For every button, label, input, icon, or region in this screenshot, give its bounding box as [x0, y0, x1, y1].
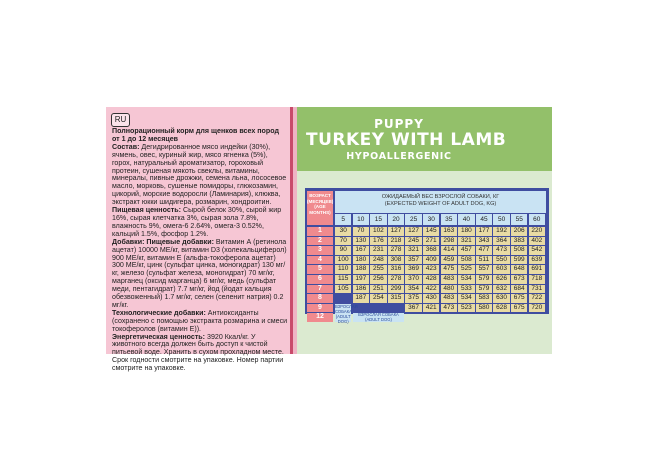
composition-paragraph [112, 144, 288, 207]
table-cell: 316 [388, 265, 404, 274]
table-cell: 220 [529, 227, 545, 236]
table-cell: 534 [458, 275, 474, 284]
energy-body: 3920 Ккал/кг. У животного всегда должен быть доступ к чистой питьевой воде. Хранить в сухом прохладном месте. Срок годности смотрите на упаковке. Номер партии смотрите на упаковке. [112, 332, 284, 373]
table-cell: 255 [370, 265, 386, 274]
weight-header [335, 191, 546, 213]
table-cell: 720 [529, 304, 545, 313]
table-cell: 186 [353, 285, 369, 294]
age-cell-2: 2 [307, 237, 333, 246]
table-cell: 414 [441, 246, 457, 255]
weight-col-60: 60 [529, 214, 545, 225]
table-cell: 483 [441, 275, 457, 284]
age-cell-8: 8 [307, 294, 333, 303]
energy-paragraph [112, 334, 288, 374]
table-cell: 176 [370, 237, 386, 246]
table-cell: 375 [405, 294, 421, 303]
table-cell: 550 [493, 256, 509, 265]
adult-dog-medium-note: ВЗРОСЛАЯ СОБАКА (ADULT DOG) [353, 313, 405, 322]
age-cell-6: 6 [307, 275, 333, 284]
adult-dog-small-note: ВЗРОСЛАЯ СОБАКА (ADULT DOG) [335, 303, 358, 324]
additives-heading: Добавки: Пищевые добавки: [112, 237, 214, 246]
table-cell: 428 [423, 275, 439, 284]
table-cell: 525 [458, 265, 474, 274]
weight-col-55: 55 [511, 214, 527, 225]
table-cell: 315 [388, 294, 404, 303]
table-cell: 188 [353, 265, 369, 274]
title-hypoallergenic: HYPOALLERGENIC [346, 151, 452, 162]
age-cell-1: 1 [307, 227, 333, 236]
tech-additives-heading: Технологические добавки: [112, 308, 206, 317]
table-cell: 423 [423, 265, 439, 274]
table-cell: 421 [423, 304, 439, 313]
weight-col-40: 40 [458, 214, 474, 225]
feeding-table [305, 188, 549, 324]
weight-col-30: 30 [423, 214, 439, 225]
table-cell: 115 [335, 275, 351, 284]
table-cell: 409 [423, 256, 439, 265]
composition-heading: Состав: [112, 142, 140, 151]
table-cell: 299 [388, 285, 404, 294]
table-cell: 639 [529, 256, 545, 265]
weight-col-50: 50 [493, 214, 509, 225]
table-cell: 206 [511, 227, 527, 236]
table-cell: 180 [458, 227, 474, 236]
table-cell: 483 [441, 294, 457, 303]
table-cell: 430 [423, 294, 439, 303]
food-label [106, 107, 552, 373]
table-cell: 534 [458, 294, 474, 303]
product-title [306, 107, 507, 171]
table-cell: 523 [458, 304, 474, 313]
table-cell: 603 [493, 265, 509, 274]
weight-header-en: (EXPECTED WEIGHT OF ADULT DOG, KG) [384, 201, 497, 207]
table-cell: 718 [529, 275, 545, 284]
table-cell: 368 [423, 246, 439, 255]
table-cell: 367 [405, 304, 421, 313]
table-cell: 675 [511, 294, 527, 303]
table-cell: 197 [353, 275, 369, 284]
table-cell: 70 [335, 237, 351, 246]
table-cell: 192 [493, 227, 509, 236]
tech-additives-paragraph [112, 310, 288, 334]
table-cell: 630 [493, 294, 509, 303]
table-cell: 673 [511, 275, 527, 284]
table-cell: 343 [476, 237, 492, 246]
composition-text [112, 128, 288, 373]
table-cell: 364 [493, 237, 509, 246]
table-cell: 459 [441, 256, 457, 265]
table-cell: 731 [529, 285, 545, 294]
table-cell: 675 [511, 304, 527, 313]
table-cell: 254 [370, 294, 386, 303]
table-cell: 473 [441, 304, 457, 313]
table-cell: 90 [335, 246, 351, 255]
table-cell: 383 [511, 237, 527, 246]
table-cell: 256 [370, 275, 386, 284]
table-cell: 245 [405, 237, 421, 246]
table-cell: 278 [388, 246, 404, 255]
table-cell: 308 [388, 256, 404, 265]
table-cell: 402 [529, 237, 545, 246]
age-header: ВОЗРАСТ (МЕСЯЦЕВ) (AGE MONTHS) [307, 191, 333, 225]
table-cell: 477 [476, 246, 492, 255]
additives-paragraph [112, 239, 288, 310]
table-cell: 231 [370, 246, 386, 255]
tech-additives-body: Антиоксиданты (сохранено с помощью экстракта розмарина и смеси токоферолов (витамин Е)). [112, 308, 288, 333]
title-puppy: PUPPY [374, 117, 424, 131]
weight-col-25: 25 [405, 214, 421, 225]
table-cell: 187 [353, 294, 369, 303]
age-cell-4: 4 [307, 256, 333, 265]
energy-heading: Энергетическая ценность: [112, 332, 206, 341]
weight-header-ru: ОЖИДАЕМЫЙ ВЕС ВЗРОСЛОЙ СОБАКИ, КГ [381, 194, 500, 200]
table-cell: 580 [476, 304, 492, 313]
table-cell: 579 [476, 285, 492, 294]
table-cell: 370 [405, 275, 421, 284]
table-cell: 480 [441, 285, 457, 294]
table-cell: 533 [458, 285, 474, 294]
table-cell: 691 [529, 265, 545, 274]
table-cell: 511 [476, 256, 492, 265]
age-cell-12: 12 [307, 313, 333, 322]
nutrition-heading: Пищевая ценность: [112, 206, 181, 215]
age-cell-3: 3 [307, 246, 333, 255]
table-cell: 30 [335, 227, 351, 236]
product-description: Полнорационный корм для щенков всех пород от 1 до 12 месяцев [112, 127, 279, 143]
table-cell: 475 [441, 265, 457, 274]
table-cell: 583 [476, 294, 492, 303]
table-cell: 105 [335, 285, 351, 294]
composition-body: Дегидрированное мясо индейки (30%), ячмень, овес, куриный жир, мясо ягненка (5%), горох, натуральный ароматизатор, гороховый протеин, сушеная мякоть свеклы, витамины, минералы, пивные дрожжи, семена льна, лососевое масло, морковь, сушеные помидоры, глюкозамин, цикорий, морские водоросли (Ламинария), клюква, экстракт юкки шидигера, розмарин, хондроитин. [112, 142, 287, 207]
table-cell: 130 [353, 237, 369, 246]
weight-col-45: 45 [476, 214, 492, 225]
weight-col-15: 15 [370, 214, 386, 225]
table-cell: 542 [529, 246, 545, 255]
table-cell: 628 [493, 304, 509, 313]
table-cell: 369 [405, 265, 421, 274]
additives-body: Витамин А (ретинола ацетат) 10000 МЕ/кг, витамин D3 (холекальциферол) 900 МЕ/кг, витамин Е (альфа-токоферола ацетат) 300 МЕ/кг, цинк (сульфат цинка, моногидрат) 130 мг/кг, железо (сульфат железа, моногидрат) 70 мг/кг, марганец (оксид марганца) 6 мг/кг, медь (сульфат меди, пентагидрат) 7.7 мг/кг, йод (йодат кальция обезвоженный) 1.7 мг/кг, селен (селенит натрия) 0.2 мг/кг. [112, 237, 287, 309]
table-cell: 579 [476, 275, 492, 284]
table-cell: 648 [511, 265, 527, 274]
table-cell: 110 [335, 265, 351, 274]
table-cell: 422 [423, 285, 439, 294]
weight-col-5: 5 [335, 214, 351, 225]
table-cell: 457 [458, 246, 474, 255]
table-cell: 167 [353, 246, 369, 255]
table-cell: 473 [493, 246, 509, 255]
table-cell: 599 [511, 256, 527, 265]
table-cell: 632 [493, 285, 509, 294]
table-cell: 557 [476, 265, 492, 274]
table-cell: 271 [423, 237, 439, 246]
table-cell: 354 [405, 285, 421, 294]
table-cell: 127 [388, 227, 404, 236]
table-cell: 70 [353, 227, 369, 236]
table-cell: 357 [405, 256, 421, 265]
table-cell: 251 [370, 285, 386, 294]
table-cell: 248 [370, 256, 386, 265]
table-cell: 298 [441, 237, 457, 246]
table-cell: 218 [388, 237, 404, 246]
table-cell: 177 [476, 227, 492, 236]
table-cell: 321 [458, 237, 474, 246]
table-cell: 100 [335, 256, 351, 265]
table-cell: 145 [423, 227, 439, 236]
table-cell: 278 [388, 275, 404, 284]
table-cell: 102 [370, 227, 386, 236]
table-cell: 508 [458, 256, 474, 265]
table-cell: 163 [441, 227, 457, 236]
table-cell: 321 [405, 246, 421, 255]
table-cell: 180 [353, 256, 369, 265]
table-cell: 508 [511, 246, 527, 255]
age-cell-5: 5 [307, 265, 333, 274]
table-cell: 684 [511, 285, 527, 294]
age-cell-9: 9 [307, 304, 333, 313]
weight-col-35: 35 [441, 214, 457, 225]
weight-col-10: 10 [353, 214, 369, 225]
table-cell: 722 [529, 294, 545, 303]
title-flavor: TURKEY WITH LAMB [306, 130, 507, 150]
table-cell: 127 [405, 227, 421, 236]
age-cell-7: 7 [307, 285, 333, 294]
nutrition-body: Сырой белок 30%, сырой жир 16%, сырая клетчатка 3%, сырая зола 7.8%, влажность 9%, омега-6 2.64%, омега-3 0.52%, кальций 1.5%, фосфор 1.2%. [112, 206, 282, 238]
table-cell: 626 [493, 275, 509, 284]
language-badge: RU [111, 113, 130, 127]
weight-col-20: 20 [388, 214, 404, 225]
nutrition-paragraph [112, 207, 288, 239]
